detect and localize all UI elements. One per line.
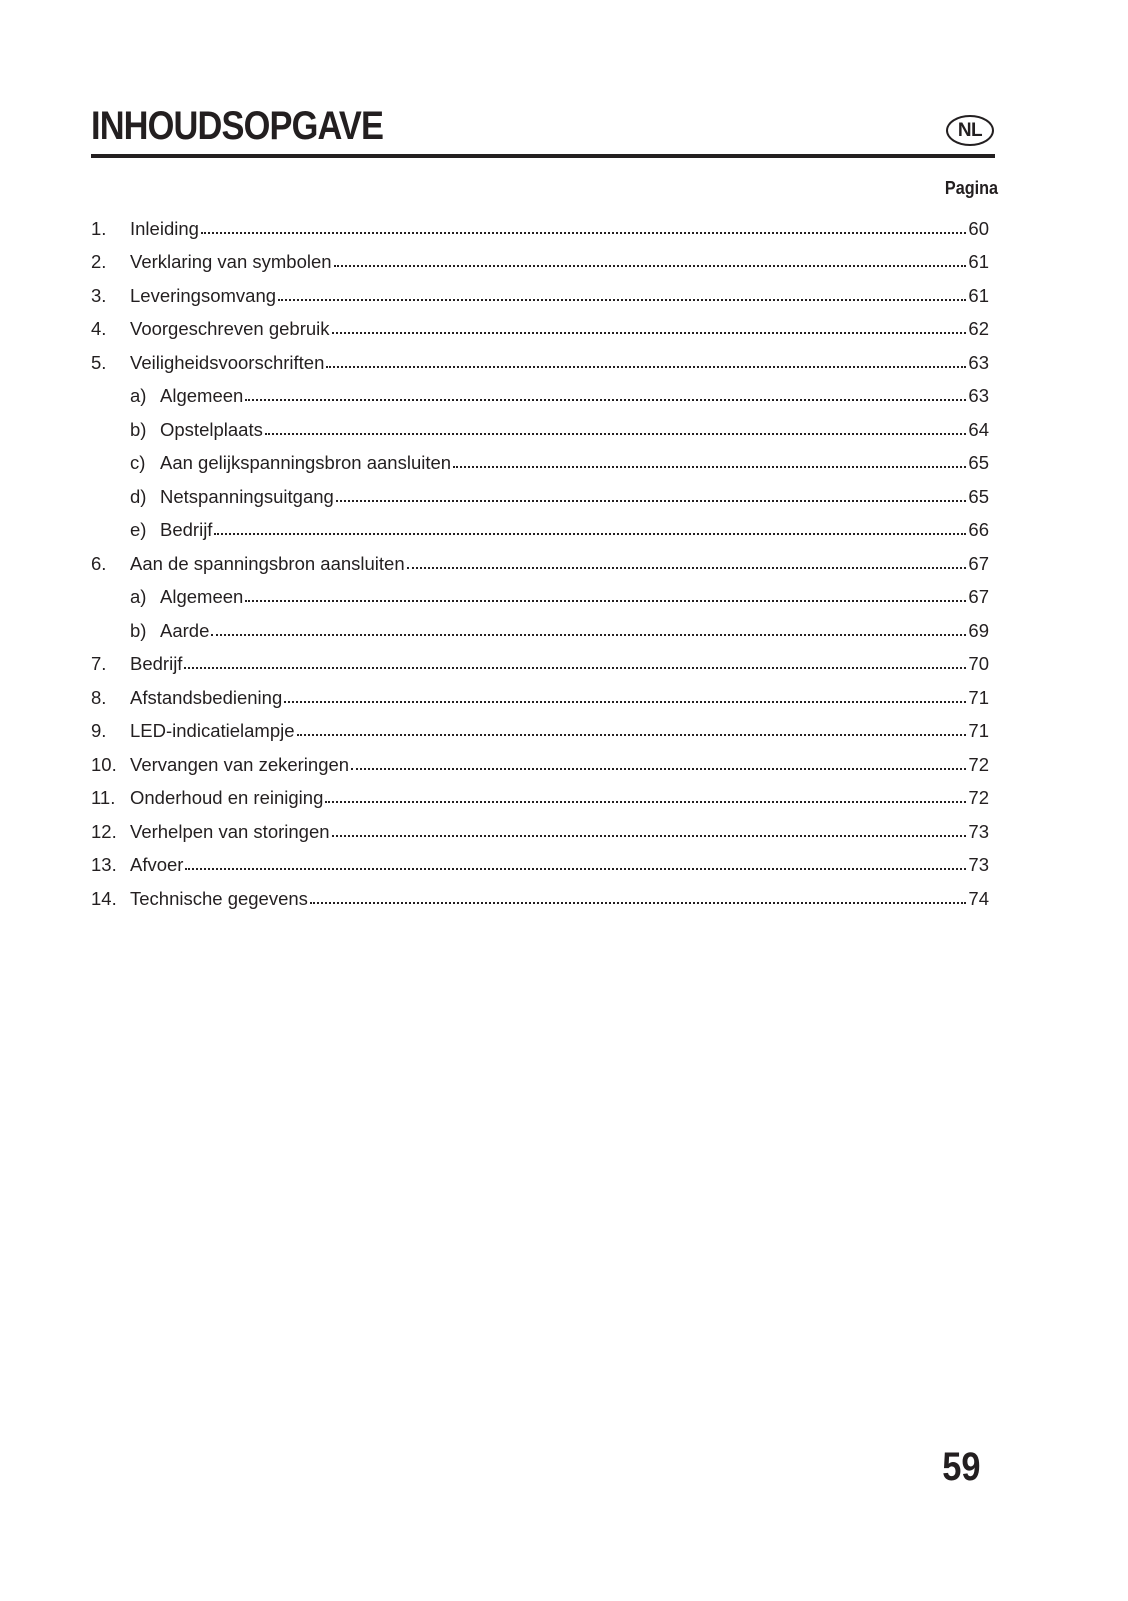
toc-entry-label: Voorgeschreven gebruik	[130, 318, 330, 340]
toc-dot-leader	[310, 889, 966, 909]
toc-dot-leader	[297, 721, 966, 741]
toc-entry[interactable]	[91, 547, 989, 581]
toc-entry[interactable]	[91, 346, 989, 380]
toc-dot-leader	[453, 453, 966, 473]
toc-entry[interactable]	[91, 815, 989, 849]
page-title: INHOUDSOPGAVE	[91, 104, 384, 148]
toc-entry-label: Algemeen	[160, 385, 244, 407]
toc-entry-number: 6.	[91, 552, 107, 574]
toc-entry[interactable]	[91, 681, 989, 715]
toc-entry[interactable]	[91, 380, 989, 414]
toc-entry-page: 72	[968, 753, 989, 775]
toc-entry-number: 11.	[91, 787, 116, 809]
toc-dot-leader	[245, 386, 966, 406]
toc-dot-leader	[336, 487, 966, 507]
toc-entry-page: 73	[968, 820, 989, 842]
toc-entry-label: Afstandsbediening	[130, 686, 283, 708]
toc-entry[interactable]	[91, 279, 989, 313]
toc-entry-label: LED-indicatielampje	[130, 720, 295, 742]
toc-entry-page: 61	[968, 284, 989, 306]
toc-entry-number: a)	[130, 385, 147, 407]
toc-entry-label: Bedrijf	[160, 519, 213, 541]
toc-entry-number: a)	[130, 586, 147, 608]
toc-entry-label: Onderhoud en reiniging	[130, 787, 324, 809]
toc-dot-leader	[326, 353, 966, 373]
page-column-header: Pagina	[944, 178, 998, 198]
toc-entry-page: 65	[968, 485, 989, 507]
toc-entry-page: 71	[968, 720, 989, 742]
toc-entry-number: 9.	[91, 720, 107, 742]
language-badge: NL	[946, 115, 994, 146]
toc-dot-leader	[201, 219, 966, 239]
toc-entry-label: Aan de spanningsbron aansluiten	[130, 552, 405, 574]
toc-entry[interactable]	[91, 648, 989, 682]
toc-entry-label: Opstelplaats	[160, 418, 263, 440]
toc-entry-label: Veiligheidsvoorschriften	[130, 351, 325, 373]
toc-entry[interactable]	[91, 849, 989, 883]
toc-entry-label: Inleiding	[130, 217, 199, 239]
toc-entry[interactable]	[91, 882, 989, 916]
toc-dot-leader	[332, 319, 966, 339]
toc-entry-number: d)	[130, 485, 147, 507]
toc-entry-label: Aan gelijkspanningsbron aansluiten	[160, 452, 452, 474]
toc-entry[interactable]	[91, 514, 989, 548]
toc-dot-leader	[334, 252, 966, 272]
toc-entry-label: Aarde	[160, 619, 210, 641]
toc-entry[interactable]	[91, 782, 989, 816]
toc-entry-number: 7.	[91, 653, 107, 675]
table-of-contents	[91, 212, 989, 916]
toc-entry-number: 13.	[91, 854, 117, 876]
toc-entry-page: 71	[968, 686, 989, 708]
toc-entry-label: Leveringsomvang	[130, 284, 277, 306]
toc-entry-page: 60	[968, 217, 989, 239]
toc-dot-leader	[185, 855, 966, 875]
toc-entry-number: 1.	[91, 217, 107, 239]
toc-entry-label: Vervangen van zekeringen	[130, 753, 350, 775]
toc-entry-label: Afvoer	[130, 854, 184, 876]
toc-entry[interactable]	[91, 581, 989, 615]
toc-entry-label: Verhelpen van storingen	[130, 820, 330, 842]
toc-entry-page: 72	[968, 787, 989, 809]
title-rule	[91, 154, 995, 158]
toc-entry[interactable]	[91, 313, 989, 347]
toc-entry-page: 62	[968, 318, 989, 340]
toc-entry[interactable]	[91, 614, 989, 648]
toc-dot-leader	[325, 788, 966, 808]
toc-entry[interactable]	[91, 748, 989, 782]
toc-dot-leader	[184, 654, 966, 674]
toc-dot-leader	[245, 587, 966, 607]
toc-entry-page: 67	[968, 552, 989, 574]
toc-entry-label: Technische gegevens	[130, 887, 308, 909]
toc-entry-number: e)	[130, 519, 147, 541]
toc-entry[interactable]	[91, 480, 989, 514]
toc-entry-page: 73	[968, 854, 989, 876]
toc-dot-leader	[407, 554, 966, 574]
toc-entry-page: 65	[968, 452, 989, 474]
toc-entry-page: 69	[968, 619, 989, 641]
page-number: 59	[941, 1445, 980, 1489]
toc-entry-label: Algemeen	[160, 586, 244, 608]
toc-entry-page: 63	[968, 385, 989, 407]
toc-entry-label: Verklaring van symbolen	[130, 251, 332, 273]
toc-entry[interactable]	[91, 212, 989, 246]
toc-entry-number: 14.	[91, 887, 117, 909]
toc-entry-page: 74	[968, 887, 989, 909]
toc-entry-number: 12.	[91, 820, 117, 842]
toc-entry-number: 10.	[91, 753, 117, 775]
toc-entry-number: c)	[130, 452, 146, 474]
toc-entry[interactable]	[91, 447, 989, 481]
toc-entry-number: 5.	[91, 351, 107, 373]
toc-dot-leader	[332, 822, 966, 842]
toc-entry-page: 64	[968, 418, 989, 440]
toc-entry-number: b)	[130, 418, 147, 440]
toc-entry[interactable]	[91, 715, 989, 749]
toc-dot-leader	[211, 621, 966, 641]
toc-entry-number: 3.	[91, 284, 107, 306]
toc-entry-label: Bedrijf	[130, 653, 183, 675]
toc-entry-page: 63	[968, 351, 989, 373]
toc-entry-number: b)	[130, 619, 147, 641]
toc-dot-leader	[278, 286, 966, 306]
toc-entry-number: 8.	[91, 686, 107, 708]
toc-entry-page: 70	[968, 653, 989, 675]
toc-entry-page: 66	[968, 519, 989, 541]
toc-dot-leader	[265, 420, 966, 440]
toc-entry-page: 61	[968, 251, 989, 273]
toc-dot-leader	[351, 755, 966, 775]
toc-entry[interactable]	[91, 246, 989, 280]
toc-dot-leader	[284, 688, 966, 708]
toc-dot-leader	[214, 520, 966, 540]
toc-entry-page: 67	[968, 586, 989, 608]
toc-entry-label: Netspanningsuitgang	[160, 485, 334, 507]
toc-entry-number: 4.	[91, 318, 107, 340]
toc-entry[interactable]	[91, 413, 989, 447]
toc-entry-number: 2.	[91, 251, 107, 273]
